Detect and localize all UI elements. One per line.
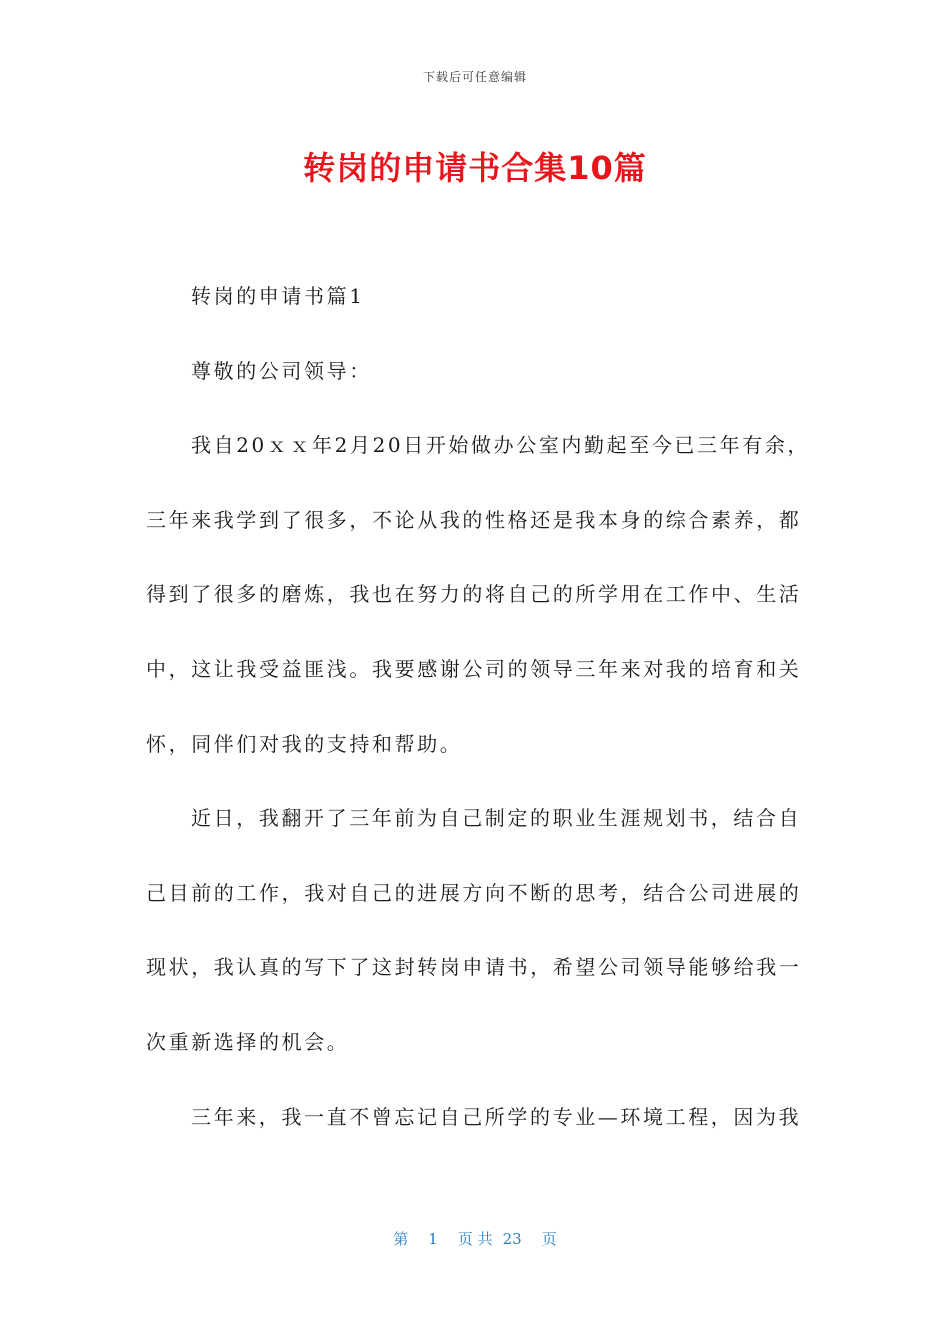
page-mid: 页 共: [457, 1230, 493, 1248]
document-title: 转岗的申请书合集10篇: [303, 149, 647, 187]
paragraph-line: 近日，我翻开了三年前为自己制定的职业生涯规划书，结合自: [191, 806, 802, 831]
page-number: 1: [428, 1230, 438, 1248]
paragraph-line: 次重新选择的机会。: [146, 1029, 350, 1054]
paragraph-line: 怀，同伴们对我的支持和帮助。: [146, 731, 463, 756]
paragraph-line: 中，这让我受益匪浅。我要感谢公司的领导三年来对我的培育和关: [146, 656, 802, 681]
paragraph-line: 三年来我学到了很多，不论从我的性格还是我本身的综合素养，都: [146, 507, 802, 532]
salutation: 尊敬的公司领导：: [191, 358, 372, 383]
paragraph-line: 三年来，我一直不曾忘记自己所学的专业—环境工程，因为我: [191, 1104, 802, 1129]
page-suffix: 页: [541, 1230, 557, 1248]
paragraph-line: 得到了很多的磨炼，我也在努力的将自己的所学用在工作中、生活: [146, 582, 802, 607]
page-footer: [0, 1228, 950, 1249]
paragraph-line: 己目前的工作，我对自己的进展方向不断的思考，结合公司进展的: [146, 880, 802, 905]
page-total: 23: [502, 1230, 522, 1248]
document-body: [146, 278, 811, 1173]
page-prefix: 第: [393, 1230, 409, 1248]
paragraph-line: 我自20ｘｘ年2月20日开始做办公室内勤起至今已三年有余，: [191, 433, 811, 458]
paragraph-line: 现状，我认真的写下了这封转岗申请书，希望公司领导能够给我一: [146, 955, 802, 980]
section-heading: 转岗的申请书篇1: [191, 284, 365, 308]
header-note: 下载后可任意编辑: [422, 70, 527, 84]
